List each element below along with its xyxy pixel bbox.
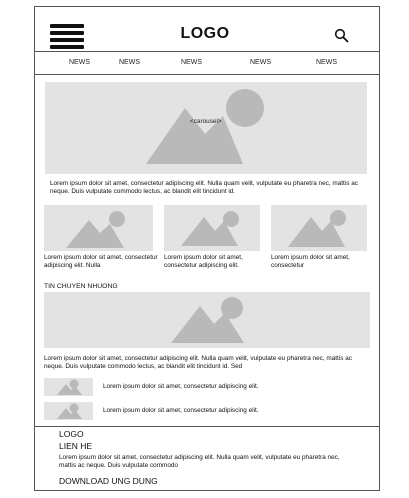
contact-title: LIEN HE [59,441,93,451]
contact-text: Lorem ipsum dolor sit amet, consectetur adipiscing elit. Nulla quam velit, vulputate eu pharetra nec, mattis ac neque. Duis vulputate commodo [59,454,340,470]
card-text: Lorem ipsum dolor sit amet, consectetur adipiscing elit. Nulla [44,254,158,270]
carousel[interactable] [45,82,367,174]
feature-text: Lorem ipsum dolor sit amet, consectetur adipiscing elit. Nulla quam velit, vulputate eu pharetra nec, mattis ac neque. Duis vulputate commodo lectus, ac blandit elit tincidunt id. Sed [44,355,352,371]
download-app-link[interactable]: DOWNLOAD UNG DUNG [59,476,158,486]
image-placeholder-icon [164,205,260,251]
list-item-text[interactable]: Lorem ipsum dolor sit amet, consectetur adipiscing elit. [103,407,259,414]
card-image[interactable] [44,205,153,251]
card-image[interactable] [164,205,260,251]
image-placeholder-icon [45,82,367,174]
footer-divider [35,426,379,427]
image-placeholder-icon [44,292,370,348]
card-image[interactable] [271,205,367,251]
search-icon[interactable] [334,28,350,44]
card-text: Lorem ipsum dolor sit amet, consectetur adipiscing elit. [164,254,243,270]
nav-item[interactable]: NEWS [119,59,140,66]
nav-item[interactable]: NEWS [316,59,337,66]
list-thumb[interactable] [44,402,93,420]
section-title: TIN CHUYEN NHUONG [44,283,118,290]
carousel-text: Lorem ipsum dolor sit amet, consectetur adipiscing elit. Nulla quam velit, vulputate eu pharetra nec, mattis ac neque. Duis vulputate commodo lectus, ac blandit elit tincidunt id. [50,180,358,196]
image-placeholder-icon [44,205,153,251]
nav-item[interactable]: NEWS [69,59,90,66]
header-divider [35,51,379,52]
logo[interactable]: LOGO [180,25,230,42]
footer-logo: LOGO [59,429,84,439]
nav-item[interactable]: NEWS [181,59,202,66]
image-placeholder-icon [44,378,93,396]
carousel-label: <carousel> [190,118,222,125]
nav-divider [35,74,379,75]
card-text: Lorem ipsum dolor sit amet, consectetur [271,254,350,270]
image-placeholder-icon [44,402,93,420]
feature-image[interactable] [44,292,370,348]
menu-icon[interactable] [50,24,84,46]
image-placeholder-icon [271,205,367,251]
list-thumb[interactable] [44,378,93,396]
nav-item[interactable]: NEWS [250,59,271,66]
list-item-text[interactable]: Lorem ipsum dolor sit amet, consectetur adipiscing elit. [103,383,259,390]
